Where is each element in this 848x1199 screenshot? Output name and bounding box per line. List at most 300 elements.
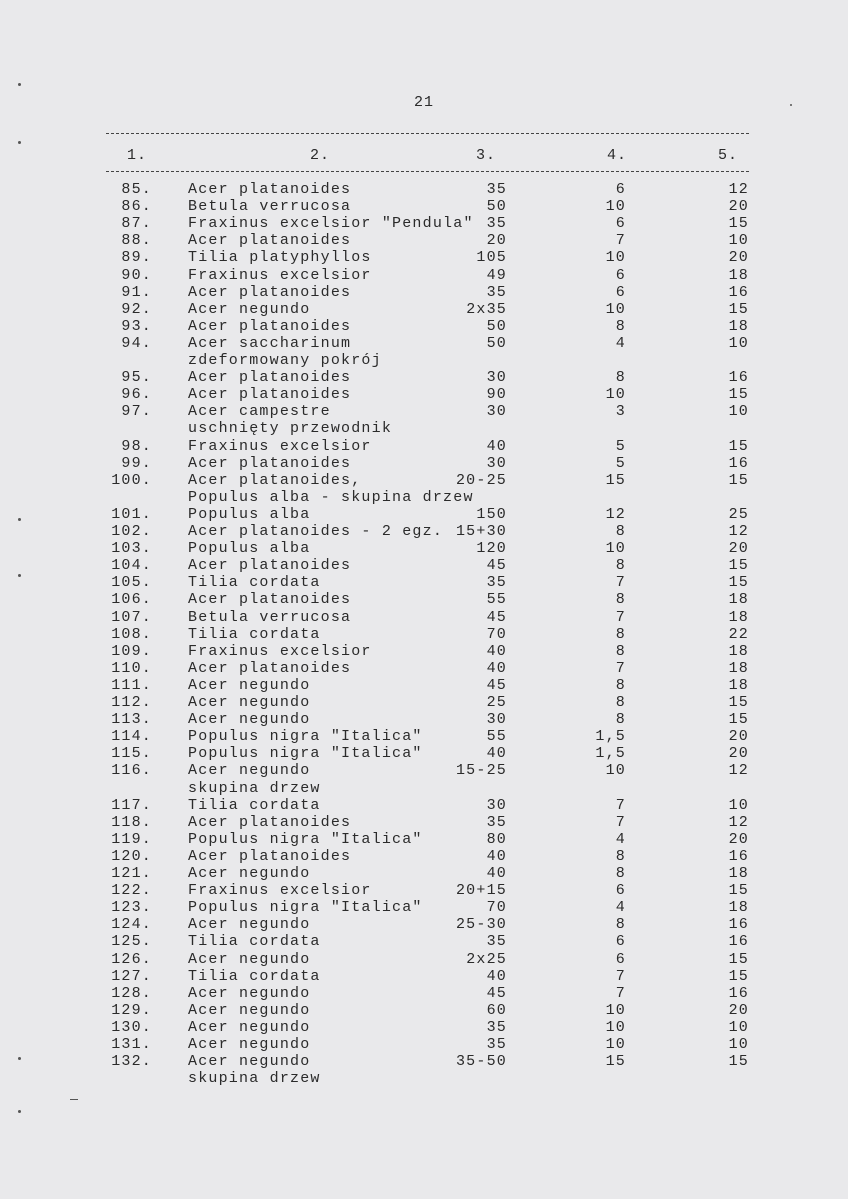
trunk-circumference: 20+15: [455, 882, 507, 899]
table-row: [0, 506, 848, 523]
crown-diameter: 12: [728, 523, 749, 540]
species-name: Tilia cordata: [188, 968, 321, 985]
crown-diameter: 10: [728, 232, 749, 249]
row-number: 121.: [111, 865, 152, 882]
row-number: 86.: [121, 198, 152, 215]
table-row: [0, 848, 848, 865]
row-number: 106.: [111, 591, 152, 608]
crown-diameter: 15: [728, 882, 749, 899]
table-row: [0, 198, 848, 215]
tree-height: 4: [615, 899, 626, 916]
row-number: 110.: [111, 660, 152, 677]
tree-height: 8: [615, 677, 626, 694]
trunk-circumference: 45: [486, 557, 507, 574]
tree-height: 10: [605, 1002, 626, 1019]
tree-height: 7: [615, 968, 626, 985]
crown-diameter: 15: [728, 951, 749, 968]
tree-height: 5: [615, 438, 626, 455]
tree-height: 10: [605, 762, 626, 779]
column-header-3: 3.: [476, 147, 497, 164]
trunk-circumference: 40: [486, 660, 507, 677]
row-number: 112.: [111, 694, 152, 711]
trunk-circumference: 45: [486, 985, 507, 1002]
tree-height: 12: [605, 506, 626, 523]
table-row: [0, 249, 848, 266]
table-row: [0, 369, 848, 386]
crown-diameter: 18: [728, 609, 749, 626]
crown-diameter: 10: [728, 797, 749, 814]
species-name: Acer platanoides - 2 egz.: [188, 523, 444, 540]
table-row: [0, 1036, 848, 1053]
table-row: [0, 438, 848, 455]
row-number: 111.: [111, 677, 152, 694]
crown-diameter: 20: [728, 728, 749, 745]
table-row: [0, 916, 848, 933]
tree-height: 10: [605, 386, 626, 403]
row-number: 92.: [121, 301, 152, 318]
row-number: 122.: [111, 882, 152, 899]
tree-height: 6: [615, 882, 626, 899]
trunk-circumference: 120: [476, 540, 507, 557]
tree-height: 8: [615, 865, 626, 882]
species-name: Acer negundo: [188, 301, 311, 318]
row-note: zdeformowany pokrój: [188, 352, 382, 369]
row-number: 96.: [121, 386, 152, 403]
species-name: Populus alba: [188, 506, 311, 523]
tree-height: 8: [615, 591, 626, 608]
trunk-circumference: 30: [486, 369, 507, 386]
table-row: [0, 318, 848, 335]
crown-diameter: 16: [728, 916, 749, 933]
species-name: Populus nigra "Italica": [188, 831, 423, 848]
species-name: Acer negundo: [188, 951, 311, 968]
trunk-circumference: 40: [486, 745, 507, 762]
table-row: [0, 591, 848, 608]
row-number: 107.: [111, 609, 152, 626]
trunk-circumference: 20: [486, 232, 507, 249]
trunk-circumference: 30: [486, 797, 507, 814]
table-row: [0, 951, 848, 968]
species-name: Acer platanoides: [188, 386, 352, 403]
trunk-circumference: 15+30: [455, 523, 507, 540]
tree-height: 7: [615, 574, 626, 591]
trunk-circumference: 80: [486, 831, 507, 848]
row-note: uschnięty przewodnik: [188, 420, 393, 437]
crown-diameter: 22: [728, 626, 749, 643]
table-row: [0, 831, 848, 848]
crown-diameter: 12: [728, 814, 749, 831]
crown-diameter: 18: [728, 660, 749, 677]
tree-height: 8: [615, 848, 626, 865]
species-name: Acer negundo: [188, 762, 311, 779]
crown-diameter: 25: [728, 506, 749, 523]
crown-diameter: 20: [728, 1002, 749, 1019]
species-name: Acer platanoides: [188, 848, 352, 865]
tree-height: 8: [615, 711, 626, 728]
row-number: 105.: [111, 574, 152, 591]
tree-height: 6: [615, 933, 626, 950]
crown-diameter: 10: [728, 1019, 749, 1036]
species-name: Acer platanoides: [188, 318, 352, 335]
crown-diameter: 15: [728, 301, 749, 318]
trunk-circumference: 40: [486, 438, 507, 455]
tree-height: 4: [615, 831, 626, 848]
table-row: [0, 181, 848, 198]
trunk-circumference: 30: [486, 711, 507, 728]
row-number: 131.: [111, 1036, 152, 1053]
species-name: Populus alba: [188, 540, 311, 557]
trunk-circumference: 55: [486, 728, 507, 745]
crown-diameter: 15: [728, 215, 749, 232]
species-name: Fraxinus excelsior: [188, 643, 372, 660]
tree-height: 7: [615, 609, 626, 626]
scan-speck: [18, 574, 21, 577]
tree-height: 7: [615, 797, 626, 814]
table-row: [0, 694, 848, 711]
crown-diameter: 12: [728, 181, 749, 198]
table-row: [0, 523, 848, 540]
species-name: Acer negundo: [188, 711, 311, 728]
row-number: 98.: [121, 438, 152, 455]
crown-diameter: 16: [728, 985, 749, 1002]
table-row: [0, 797, 848, 814]
trunk-circumference: 55: [486, 591, 507, 608]
tree-height: 4: [615, 335, 626, 352]
table-row: [0, 985, 848, 1002]
crown-diameter: 20: [728, 249, 749, 266]
table-row: [0, 626, 848, 643]
row-number: 109.: [111, 643, 152, 660]
table-row: [0, 745, 848, 762]
species-name: Tilia cordata: [188, 933, 321, 950]
trunk-circumference: 20-25: [455, 472, 507, 489]
row-number: 91.: [121, 284, 152, 301]
crown-diameter: 16: [728, 284, 749, 301]
crown-diameter: 15: [728, 1053, 749, 1070]
species-name: Fraxinus excelsior "Pendula": [188, 215, 474, 232]
row-number: 94.: [121, 335, 152, 352]
tree-height: 10: [605, 198, 626, 215]
tree-height: 7: [615, 985, 626, 1002]
row-note: skupina drzew: [188, 780, 321, 797]
species-name: Fraxinus excelsior: [188, 438, 372, 455]
table-row: [0, 472, 848, 489]
species-name: Acer negundo: [188, 694, 311, 711]
trunk-circumference: 30: [486, 403, 507, 420]
species-name: Acer platanoides: [188, 181, 352, 198]
scan-speck: [790, 104, 792, 106]
table-row: [0, 267, 848, 284]
row-number: 130.: [111, 1019, 152, 1036]
table-row: [0, 386, 848, 403]
trunk-circumference: 35: [486, 1019, 507, 1036]
trunk-circumference: 70: [486, 626, 507, 643]
trunk-circumference: 70: [486, 899, 507, 916]
trunk-circumference: 30: [486, 455, 507, 472]
trunk-circumference: 35: [486, 1036, 507, 1053]
table-row: [0, 933, 848, 950]
tree-height: 10: [605, 540, 626, 557]
species-name: Acer platanoides: [188, 660, 352, 677]
crown-diameter: 10: [728, 335, 749, 352]
species-name: Populus nigra "Italica": [188, 728, 423, 745]
row-number: 120.: [111, 848, 152, 865]
row-number: 99.: [121, 455, 152, 472]
tree-height: 10: [605, 1036, 626, 1053]
species-name: Betula verrucosa: [188, 609, 352, 626]
row-number: 108.: [111, 626, 152, 643]
species-name: Acer negundo: [188, 865, 311, 882]
species-name: Tilia platyphyllos: [188, 249, 372, 266]
scan-speck: [18, 1057, 21, 1060]
crown-diameter: 18: [728, 643, 749, 660]
scan-speck: [18, 141, 21, 144]
table-row: [0, 232, 848, 249]
trunk-circumference: 49: [486, 267, 507, 284]
tree-height: 10: [605, 249, 626, 266]
trunk-circumference: 105: [476, 249, 507, 266]
table-row: [0, 882, 848, 899]
crown-diameter: 12: [728, 762, 749, 779]
tree-height: 8: [615, 318, 626, 335]
trunk-circumference: 35-50: [455, 1053, 507, 1070]
species-name: Betula verrucosa: [188, 198, 352, 215]
trunk-circumference: 35: [486, 284, 507, 301]
trunk-circumference: 45: [486, 677, 507, 694]
table-row: [0, 1019, 848, 1036]
row-number: 115.: [111, 745, 152, 762]
crown-diameter: 20: [728, 198, 749, 215]
table-row: [0, 660, 848, 677]
tree-height: 8: [615, 694, 626, 711]
crown-diameter: 20: [728, 540, 749, 557]
crown-diameter: 15: [728, 386, 749, 403]
crown-diameter: 15: [728, 711, 749, 728]
table-row: [0, 557, 848, 574]
trunk-circumference: 35: [486, 933, 507, 950]
crown-diameter: 10: [728, 403, 749, 420]
row-number: 88.: [121, 232, 152, 249]
trunk-circumference: 50: [486, 318, 507, 335]
tree-height: 15: [605, 1053, 626, 1070]
row-number: 114.: [111, 728, 152, 745]
table-row: [0, 814, 848, 831]
row-number: 93.: [121, 318, 152, 335]
row-number: 126.: [111, 951, 152, 968]
tree-height: 1,5: [595, 745, 626, 762]
tree-height: 8: [615, 916, 626, 933]
tree-height: 10: [605, 301, 626, 318]
scan-speck: [70, 1099, 78, 1100]
trunk-circumference: 35: [486, 814, 507, 831]
table-row: [0, 284, 848, 301]
species-name: Acer negundo: [188, 985, 311, 1002]
tree-height: 6: [615, 215, 626, 232]
trunk-circumference: 2x25: [466, 951, 507, 968]
table-row: [0, 968, 848, 985]
species-name: Acer platanoides: [188, 591, 352, 608]
tree-height: 8: [615, 557, 626, 574]
species-name: Acer campestre: [188, 403, 331, 420]
species-name: Acer platanoides: [188, 814, 352, 831]
trunk-circumference: 40: [486, 643, 507, 660]
tree-height: 6: [615, 181, 626, 198]
crown-diameter: 15: [728, 574, 749, 591]
species-name: Populus nigra "Italica": [188, 745, 423, 762]
crown-diameter: 15: [728, 968, 749, 985]
table-row: [0, 540, 848, 557]
row-note: Populus alba - skupina drzew: [188, 489, 474, 506]
trunk-circumference: 25-30: [455, 916, 507, 933]
row-number: 117.: [111, 797, 152, 814]
row-number: 89.: [121, 249, 152, 266]
row-number: 124.: [111, 916, 152, 933]
crown-diameter: 15: [728, 557, 749, 574]
tree-height: 10: [605, 1019, 626, 1036]
tree-height: 5: [615, 455, 626, 472]
crown-diameter: 16: [728, 455, 749, 472]
row-number: 87.: [121, 215, 152, 232]
row-number: 100.: [111, 472, 152, 489]
page-number: 21: [413, 94, 434, 111]
row-number: 127.: [111, 968, 152, 985]
scan-speck: [18, 1110, 21, 1113]
row-number: 129.: [111, 1002, 152, 1019]
tree-height: 8: [615, 369, 626, 386]
row-number: 104.: [111, 557, 152, 574]
table-row: [0, 574, 848, 591]
species-name: Populus nigra "Italica": [188, 899, 423, 916]
crown-diameter: 20: [728, 831, 749, 848]
crown-diameter: 18: [728, 267, 749, 284]
row-number: 101.: [111, 506, 152, 523]
species-name: Acer negundo: [188, 1053, 311, 1070]
crown-diameter: 16: [728, 848, 749, 865]
trunk-circumference: 40: [486, 865, 507, 882]
trunk-circumference: 2x35: [466, 301, 507, 318]
species-name: Acer platanoides,: [188, 472, 362, 489]
species-name: Acer negundo: [188, 916, 311, 933]
trunk-circumference: 150: [476, 506, 507, 523]
row-number: 102.: [111, 523, 152, 540]
species-name: Acer negundo: [188, 677, 311, 694]
species-name: Tilia cordata: [188, 626, 321, 643]
trunk-circumference: 15-25: [455, 762, 507, 779]
table-row: [0, 728, 848, 745]
crown-diameter: 18: [728, 899, 749, 916]
tree-height: 7: [615, 660, 626, 677]
table-row: [0, 899, 848, 916]
table-row: [0, 711, 848, 728]
tree-height: 1,5: [595, 728, 626, 745]
species-name: Tilia cordata: [188, 797, 321, 814]
tree-height: 7: [615, 232, 626, 249]
crown-diameter: 10: [728, 1036, 749, 1053]
tree-height: 6: [615, 951, 626, 968]
trunk-circumference: 50: [486, 335, 507, 352]
species-name: Acer platanoides: [188, 369, 352, 386]
trunk-circumference: 35: [486, 574, 507, 591]
row-number: 118.: [111, 814, 152, 831]
row-number: 132.: [111, 1053, 152, 1070]
species-name: Acer negundo: [188, 1019, 311, 1036]
tree-height: 8: [615, 523, 626, 540]
crown-diameter: 15: [728, 438, 749, 455]
table-row: [0, 403, 848, 420]
species-name: Acer negundo: [188, 1036, 311, 1053]
table-row: [0, 335, 848, 352]
scan-speck: [18, 518, 21, 521]
trunk-circumference: 35: [486, 181, 507, 198]
tree-height: 15: [605, 472, 626, 489]
crown-diameter: 15: [728, 694, 749, 711]
tree-height: 7: [615, 814, 626, 831]
crown-diameter: 16: [728, 369, 749, 386]
row-number: 103.: [111, 540, 152, 557]
species-name: Fraxinus excelsior: [188, 267, 372, 284]
table-row: [0, 609, 848, 626]
species-name: Tilia cordata: [188, 574, 321, 591]
trunk-circumference: 40: [486, 848, 507, 865]
table-row: [0, 301, 848, 318]
tree-height: 8: [615, 626, 626, 643]
crown-diameter: 18: [728, 591, 749, 608]
trunk-circumference: 45: [486, 609, 507, 626]
row-number: 113.: [111, 711, 152, 728]
table-row: [0, 865, 848, 882]
row-number: 116.: [111, 762, 152, 779]
column-header-5: 5.: [718, 147, 739, 164]
species-name: Acer negundo: [188, 1002, 311, 1019]
table-row: [0, 1002, 848, 1019]
row-number: 125.: [111, 933, 152, 950]
row-number: 90.: [121, 267, 152, 284]
species-name: Acer platanoides: [188, 232, 352, 249]
species-name: Acer platanoides: [188, 455, 352, 472]
row-number: 119.: [111, 831, 152, 848]
column-header-2: 2.: [310, 147, 331, 164]
species-name: Fraxinus excelsior: [188, 882, 372, 899]
table-row: [0, 215, 848, 232]
column-header-1: 1.: [127, 147, 148, 164]
trunk-circumference: 90: [486, 386, 507, 403]
crown-diameter: 18: [728, 865, 749, 882]
trunk-circumference: 35: [486, 215, 507, 232]
scan-speck: [18, 83, 21, 86]
crown-diameter: 15: [728, 472, 749, 489]
tree-height: 6: [615, 267, 626, 284]
row-number: 128.: [111, 985, 152, 1002]
row-number: 85.: [121, 181, 152, 198]
trunk-circumference: 60: [486, 1002, 507, 1019]
column-header-4: 4.: [607, 147, 628, 164]
species-name: Acer platanoides: [188, 284, 352, 301]
row-number: 97.: [121, 403, 152, 420]
tree-height: 3: [615, 403, 626, 420]
crown-diameter: 20: [728, 745, 749, 762]
row-note: skupina drzew: [188, 1070, 321, 1087]
species-name: Acer platanoides: [188, 557, 352, 574]
table-row: [0, 1053, 848, 1070]
crown-diameter: 16: [728, 933, 749, 950]
table-row: [0, 455, 848, 472]
table-row: [0, 677, 848, 694]
row-number: 123.: [111, 899, 152, 916]
crown-diameter: 18: [728, 318, 749, 335]
crown-diameter: 18: [728, 677, 749, 694]
trunk-circumference: 25: [486, 694, 507, 711]
tree-height: 6: [615, 284, 626, 301]
